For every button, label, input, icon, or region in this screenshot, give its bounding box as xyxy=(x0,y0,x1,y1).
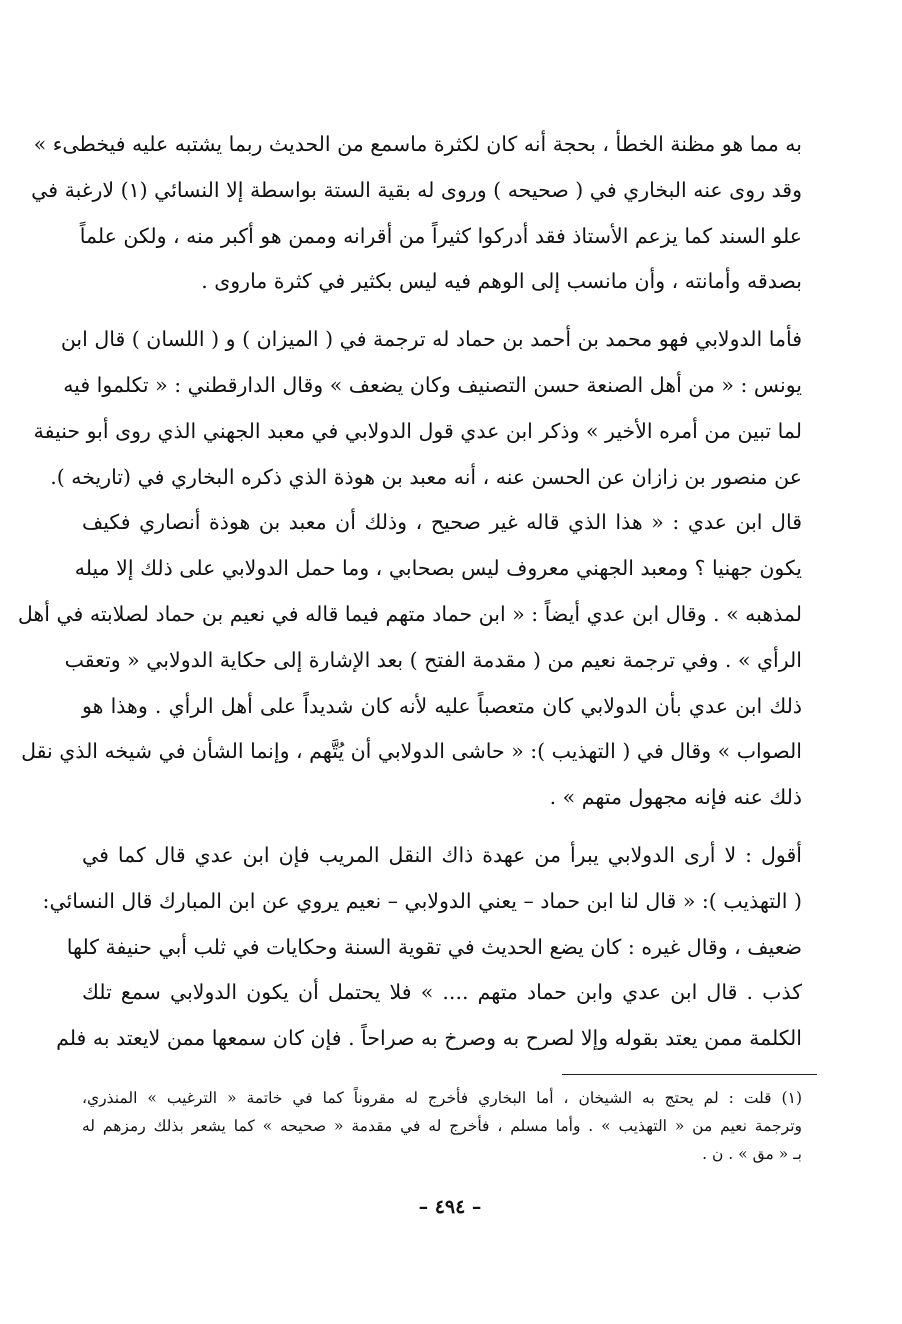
page-number: – ٤٩٤ – xyxy=(418,1196,482,1218)
text-line: كذب . قال ابن عدي وابن حماد متهم .... » فلا يحتمل أن يكون الدولابي سمع تلك xyxy=(82,980,802,1005)
paragraph-3 xyxy=(42,833,802,1062)
text-line: أقول : لا أرى الدولابي يبرأ من عهدة ذاك النقل المريب فإن ابن عدي قال كما في xyxy=(82,842,802,867)
text-line: عن منصور بن زازان عن الحسن عنه ، أنه معبد بن هوذة الذي ذكره البخاري في (تاريخه ). xyxy=(50,464,802,489)
text-line: قال ابن عدي : « هذا الذي قاله غير صحيح ، وذلك أن معبد بن هوذة أنصاري فكيف xyxy=(82,510,802,535)
text-line: فأما الدولابي فهو محمد بن أحمد بن حماد له ترجمة في ( الميزان ) و ( اللسان ) قال ابن xyxy=(60,327,802,352)
text-line: ضعيف ، وقال غيره : كان يضع الحديث في تقوية السنة وحكايات في ثلب أبي حنيفة كلها xyxy=(66,934,802,959)
text-line: الكلمة ممن يعتد بقوله وإلا لصرح به وصرخ به صراحاً . فإن كان سمعها ممن لايعتد به فلم xyxy=(56,1026,802,1051)
text-line: لما تبين من أمره الأخير » وذكر ابن عدي قول الدولابي في معبد الجهني الذي روى أبو حنيفة xyxy=(33,418,802,443)
text-line: علو السند كما يزعم الأستاذ فقد أدركوا كثيراً من أقرانه وممن هو أكبر منه ، ولكن علماً xyxy=(79,223,802,248)
text-line: ذلك ابن عدي بأن الدولابي كان متعصباً عليه لأنه كان شديداً على أهل الرأي . وهذا هو xyxy=(82,693,802,718)
text-line: الرأي » . وفي ترجمة نعيم من ( مقدمة الفتح ) بعد الإشارة إلى حكاية الدولابي « وتعقب xyxy=(64,647,802,672)
paragraph-2 xyxy=(17,317,802,821)
main-text xyxy=(17,122,802,1062)
text-line: ذلك عنه فإنه مجهول متهم » . xyxy=(549,785,802,810)
text-line: لمذهبه » . وقال ابن عدي أيضاً : « ابن حماد متهم فيما قاله في نعيم بن حماد لصلابته في أهل xyxy=(17,601,802,626)
text-line: يونس : « من أهل الصنعة حسن التصنيف وكان يضعف » وقال الدارقطني : « تكلموا فيه xyxy=(63,372,802,397)
text-line: ( التهذيب ): « قال لنا ابن حماد – يعني الدولابي – نعيم يروي عن ابن المبارك قال النسائي: xyxy=(42,888,802,913)
text-line: يكون جهنيا ؟ ومعبد الجهني معروف ليس بصحابي ، وما حمل الدولابي على ذلك إلا ميله xyxy=(74,556,802,581)
footnote-line: بـ « مق » . ن . xyxy=(702,1145,802,1163)
footnote xyxy=(82,1084,802,1168)
paragraph-spacer xyxy=(82,305,802,317)
text-line: به مما هو مظنة الخطأ ، بحجة أنه كان لكثرة ماسمع من الحديث ربما يشتبه عليه فيخطىء » xyxy=(33,132,802,156)
footnote-line: (١) قلت : لم يحتج به الشيخان ، أما البخاري فأخرج له مقروناً كما في خاتمة « الترغيب » المنذري، xyxy=(82,1089,802,1107)
paragraph-1 xyxy=(31,122,802,305)
footnote-separator xyxy=(562,1074,817,1075)
text-line: وقد روى عنه البخاري في ( صحيحه ) وروى له بقية الستة بواسطة إلا النسائي (١) لارغبة في xyxy=(31,177,802,202)
text-line: بصدقه وأمانته ، وأن مانسب إلى الوهم فيه ليس بكثير في كثرة ماروى . xyxy=(201,269,802,294)
text-line: الصواب » وقال في ( التهذيب ): « حاشى الدولابي أن يُتَّهم ، وإنما الشأن في شيخه الذي نقل xyxy=(21,739,802,764)
footnote-line: وترجمة نعيم من « التهذيب » . وأما مسلم ، فأخرج له في مقدمة « صحيحه » كما يشعر بذلك رمزهم له xyxy=(82,1117,802,1135)
paragraph-spacer xyxy=(82,821,802,833)
